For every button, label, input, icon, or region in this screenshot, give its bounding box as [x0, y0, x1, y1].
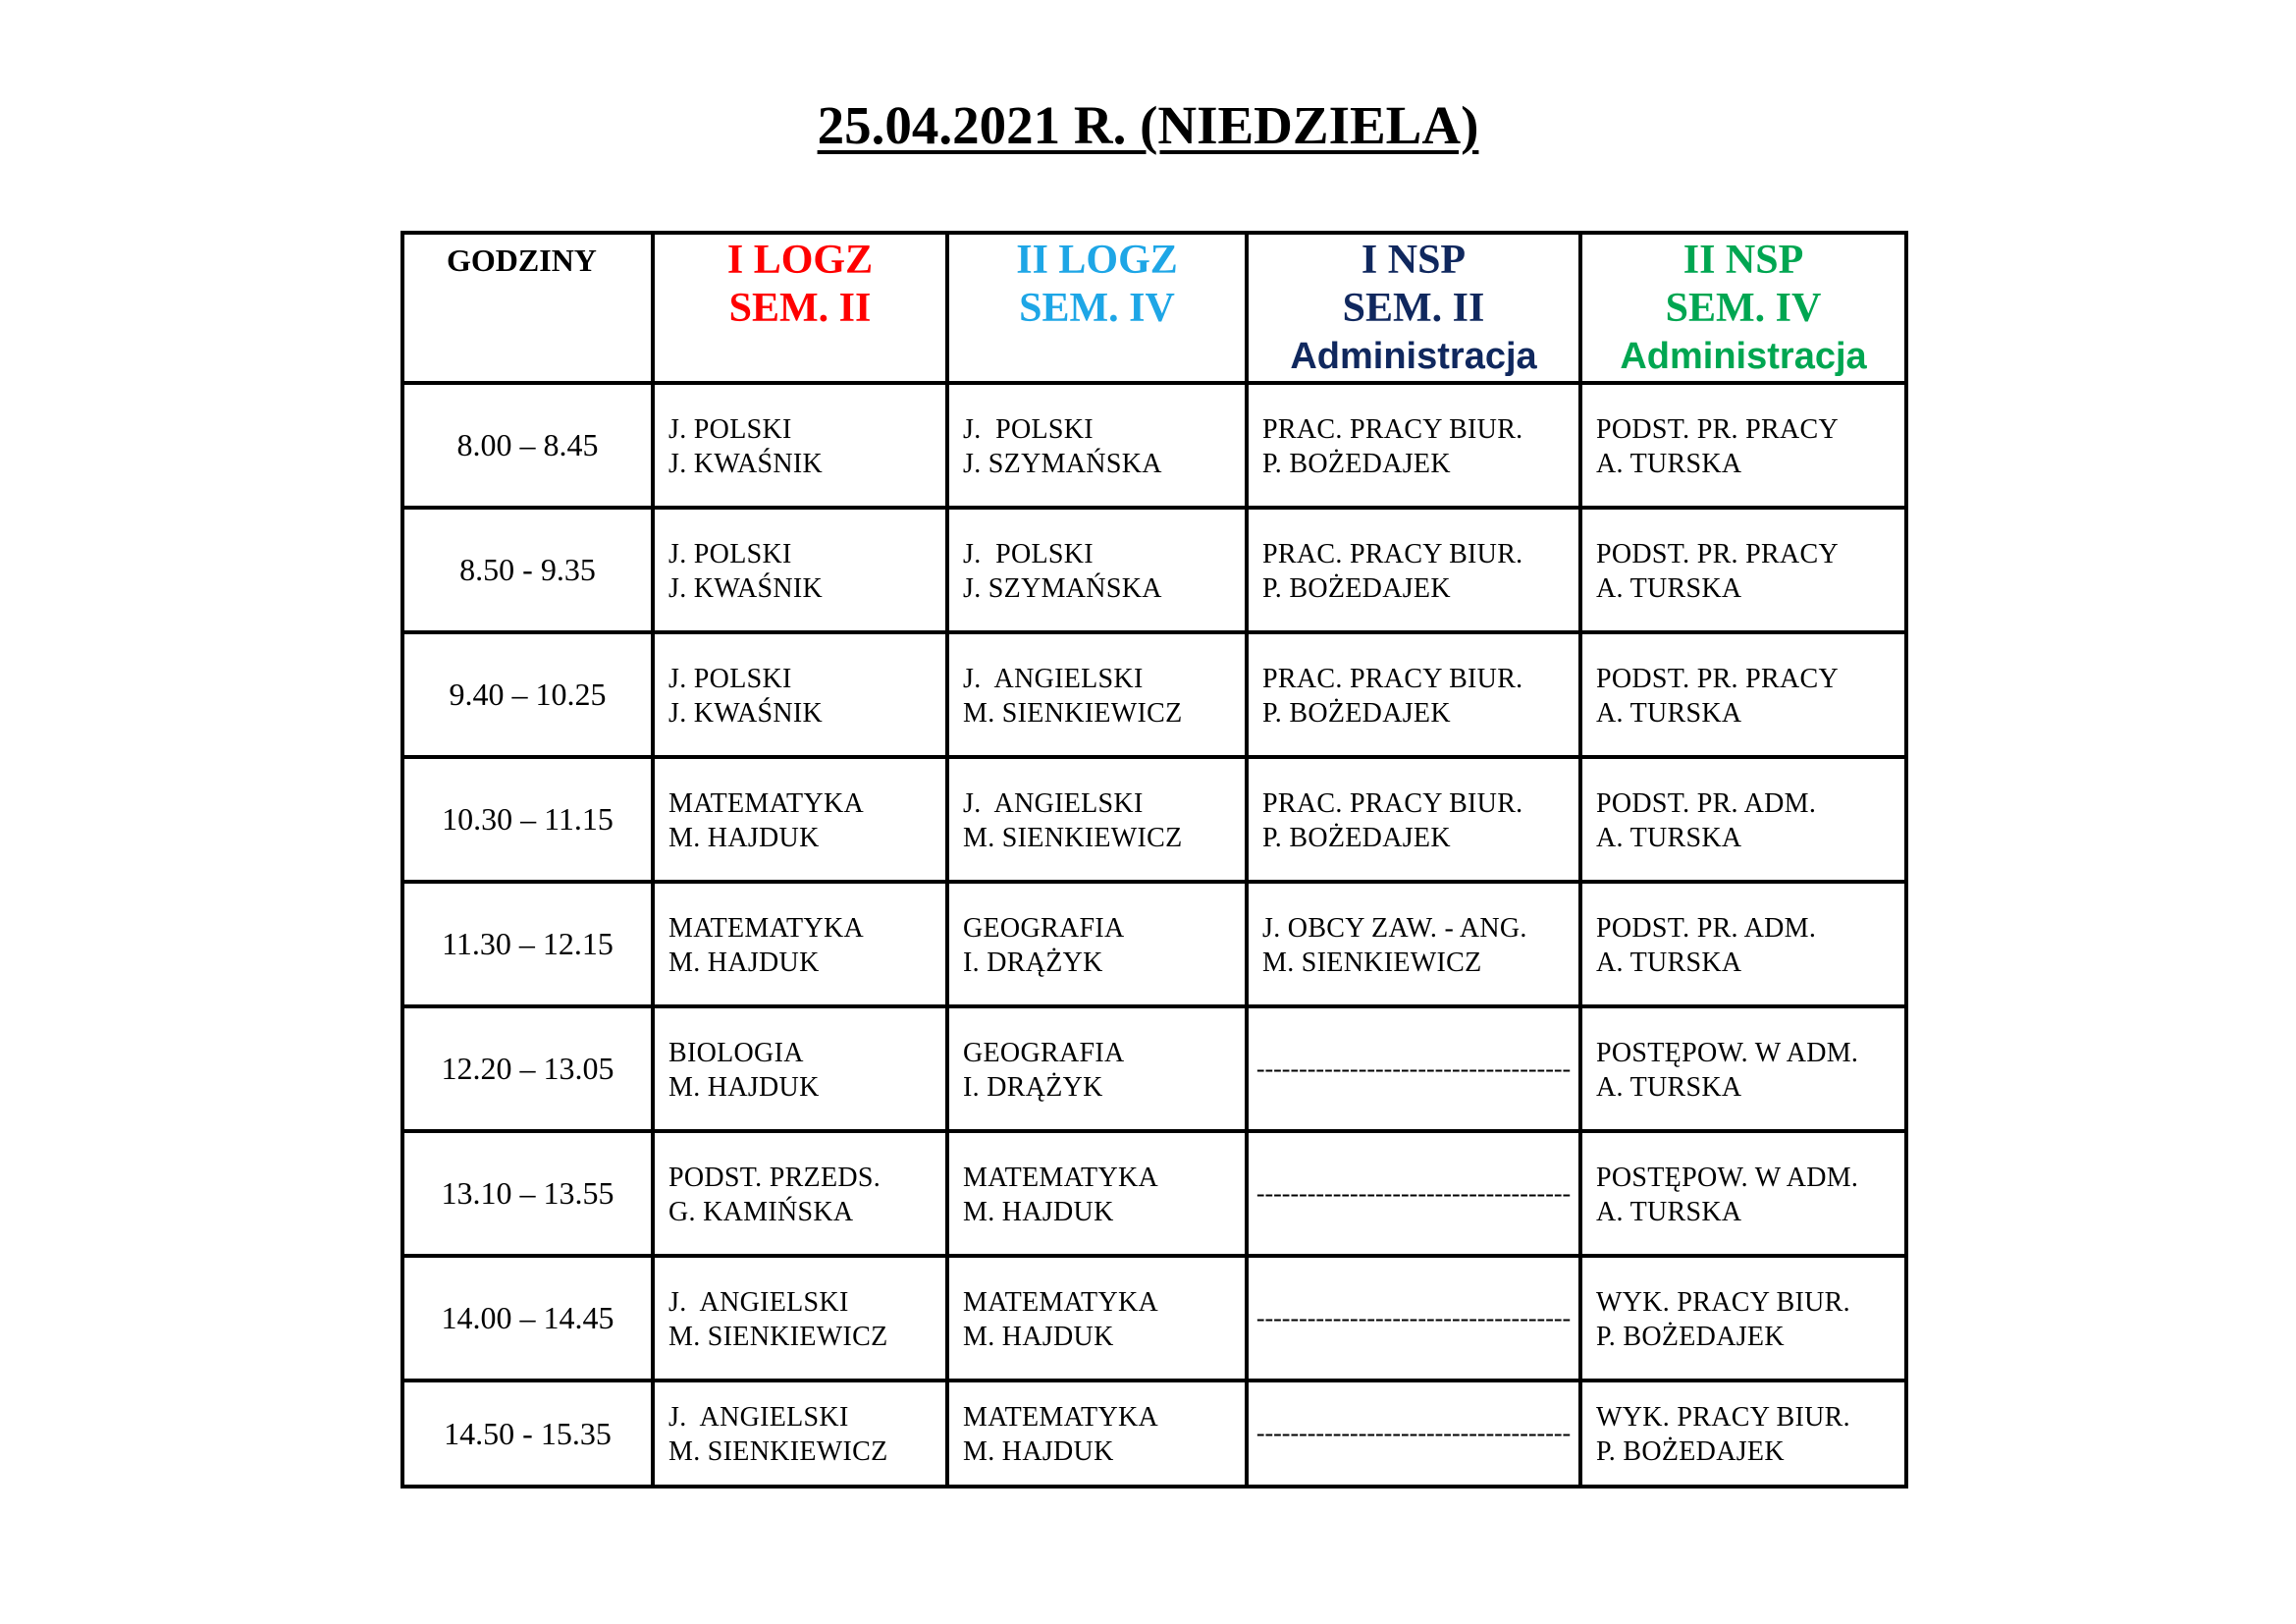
- table-row: [402, 632, 1906, 757]
- lesson-cell: [1580, 383, 1906, 508]
- teacher-name: J. SZYMAŃSKA: [963, 573, 1162, 604]
- subject-name: PRAC. PRACY BIUR.: [1262, 664, 1523, 694]
- teacher-name: A. TURSKA: [1596, 1072, 1742, 1103]
- lesson-cell: [653, 757, 947, 882]
- table-row: [402, 882, 1906, 1006]
- lesson-cell: [1247, 508, 1580, 632]
- subject-name: J. POLSKI: [668, 664, 792, 694]
- subject-name: PRAC. PRACY BIUR.: [1262, 414, 1523, 445]
- table-row: [402, 383, 1906, 508]
- lesson-cell: [1580, 1131, 1906, 1256]
- hours-header: GODZINY: [402, 233, 653, 383]
- lesson-cell: [653, 1006, 947, 1131]
- lesson-cell: [653, 383, 947, 508]
- table-row: [402, 757, 1906, 882]
- table-row: [402, 1131, 1906, 1256]
- subject-name: MATEMATYKA: [668, 788, 864, 819]
- teacher-name: A. TURSKA: [1596, 573, 1742, 604]
- teacher-name: G. KAMIŃSKA: [668, 1197, 854, 1227]
- page-title-text: 25.04.2021 R. (NIEDZIELA): [817, 95, 1479, 155]
- teacher-name: I. DRĄŻYK: [963, 947, 1103, 978]
- subject-name: J. POLSKI: [963, 414, 1094, 445]
- empty-slot-dashes: -------------------------------------: [1247, 1006, 1580, 1131]
- page-title: [0, 94, 2296, 156]
- teacher-name: A. TURSKA: [1596, 449, 1742, 479]
- lesson-cell: [1580, 757, 1906, 882]
- lesson-cell: [1580, 1380, 1906, 1487]
- lesson-cell: [947, 383, 1247, 508]
- subject-name: PODST. PRZEDS.: [668, 1163, 881, 1193]
- teacher-name: M. HAJDUK: [668, 823, 820, 853]
- teacher-name: P. BOŻEDAJEK: [1262, 823, 1451, 853]
- empty-slot-dashes: -------------------------------------: [1247, 1256, 1580, 1380]
- subject-name: PRAC. PRACY BIUR.: [1262, 539, 1523, 569]
- subject-name: WYK. PRACY BIUR.: [1596, 1402, 1850, 1433]
- time-slot: 13.10 – 13.55: [402, 1131, 653, 1256]
- subject-name: PODST. PR. ADM.: [1596, 788, 1817, 819]
- lesson-cell: [653, 1256, 947, 1380]
- class-header-ii-nsp: [1580, 233, 1906, 383]
- teacher-name: A. TURSKA: [1596, 947, 1742, 978]
- subject-name: PRAC. PRACY BIUR.: [1262, 788, 1523, 819]
- empty-slot-dashes: -------------------------------------: [1247, 1380, 1580, 1487]
- subject-name: J. ANGIELSKI: [963, 664, 1144, 694]
- teacher-name: M. SIENKIEWICZ: [963, 698, 1183, 729]
- subject-name: J. ANGIELSKI: [963, 788, 1144, 819]
- time-slot: 14.50 - 15.35: [402, 1380, 653, 1487]
- time-slot: 10.30 – 11.15: [402, 757, 653, 882]
- class-name: I LOGZ: [726, 238, 874, 283]
- subject-name: BIOLOGIA: [668, 1038, 804, 1068]
- time-slot: 12.20 – 13.05: [402, 1006, 653, 1131]
- table-row: [402, 508, 1906, 632]
- subject-name: PODST. PR. PRACY: [1596, 539, 1840, 569]
- teacher-name: M. SIENKIEWICZ: [963, 823, 1183, 853]
- time-slot: 8.00 – 8.45: [402, 383, 653, 508]
- class-header-i-logz: [653, 233, 947, 383]
- class-header-i-nsp: [1247, 233, 1580, 383]
- teacher-name: J. SZYMAŃSKA: [963, 449, 1162, 479]
- subject-name: MATEMATYKA: [963, 1287, 1158, 1318]
- time-slot: 14.00 – 14.45: [402, 1256, 653, 1380]
- specialization-label: Administracja: [1620, 336, 1867, 377]
- teacher-name: P. BOŻEDAJEK: [1262, 698, 1451, 729]
- teacher-name: P. BOŻEDAJEK: [1596, 1322, 1785, 1352]
- lesson-cell: [1580, 632, 1906, 757]
- subject-name: PODST. PR. PRACY: [1596, 664, 1840, 694]
- lesson-cell: [1247, 383, 1580, 508]
- teacher-name: P. BOŻEDAJEK: [1262, 449, 1451, 479]
- lesson-cell: [653, 882, 947, 1006]
- teacher-name: A. TURSKA: [1596, 823, 1742, 853]
- lesson-cell: [947, 1131, 1247, 1256]
- specialization-label: Administracja: [1290, 336, 1537, 377]
- lesson-cell: [1247, 632, 1580, 757]
- teacher-name: M. HAJDUK: [963, 1322, 1114, 1352]
- subject-name: MATEMATYKA: [668, 913, 864, 944]
- subject-name: GEOGRAFIA: [963, 913, 1125, 944]
- teacher-name: J. KWAŚNIK: [668, 573, 823, 604]
- lesson-cell: [1580, 1006, 1906, 1131]
- subject-name: MATEMATYKA: [963, 1163, 1158, 1193]
- teacher-name: M. HAJDUK: [963, 1197, 1114, 1227]
- lesson-cell: [947, 632, 1247, 757]
- teacher-name: A. TURSKA: [1596, 1197, 1742, 1227]
- subject-name: J. OBCY ZAW. - ANG.: [1262, 913, 1527, 944]
- class-name: II LOGZ: [1016, 238, 1178, 283]
- lesson-cell: [1580, 508, 1906, 632]
- semester-label: SEM. II: [728, 286, 872, 331]
- lesson-cell: [653, 1380, 947, 1487]
- teacher-name: J. KWAŚNIK: [668, 449, 823, 479]
- teacher-name: P. BOŻEDAJEK: [1596, 1436, 1785, 1467]
- lesson-cell: [947, 508, 1247, 632]
- subject-name: J. POLSKI: [668, 414, 792, 445]
- schedule-table: [400, 231, 1908, 1489]
- teacher-name: J. KWAŚNIK: [668, 698, 823, 729]
- semester-label: SEM. IV: [1019, 286, 1175, 331]
- semester-label: SEM. IV: [1665, 286, 1822, 331]
- subject-name: WYK. PRACY BIUR.: [1596, 1287, 1850, 1318]
- teacher-name: M. SIENKIEWICZ: [668, 1322, 888, 1352]
- lesson-cell: [947, 1256, 1247, 1380]
- time-slot: 8.50 - 9.35: [402, 508, 653, 632]
- table-row: [402, 1380, 1906, 1487]
- lesson-cell: [653, 508, 947, 632]
- subject-name: J. POLSKI: [963, 539, 1094, 569]
- subject-name: GEOGRAFIA: [963, 1038, 1125, 1068]
- subject-name: J. ANGIELSKI: [668, 1402, 849, 1433]
- time-slot: 11.30 – 12.15: [402, 882, 653, 1006]
- class-name: I NSP: [1361, 238, 1467, 283]
- semester-label: SEM. II: [1342, 286, 1485, 331]
- class-name: II NSP: [1682, 238, 1804, 283]
- schedule-body: [402, 383, 1906, 1487]
- teacher-name: M. HAJDUK: [668, 947, 820, 978]
- table-row: [402, 1256, 1906, 1380]
- lesson-cell: [947, 1380, 1247, 1487]
- teacher-name: P. BOŻEDAJEK: [1262, 573, 1451, 604]
- lesson-cell: [653, 632, 947, 757]
- teacher-name: M. SIENKIEWICZ: [1262, 947, 1482, 978]
- subject-name: J. ANGIELSKI: [668, 1287, 849, 1318]
- subject-name: POSTĘPOW. W ADM.: [1596, 1163, 1859, 1193]
- lesson-cell: [1580, 882, 1906, 1006]
- class-header-ii-logz: [947, 233, 1247, 383]
- lesson-cell: [1247, 757, 1580, 882]
- teacher-name: M. HAJDUK: [668, 1072, 820, 1103]
- teacher-name: I. DRĄŻYK: [963, 1072, 1103, 1103]
- lesson-cell: [653, 1131, 947, 1256]
- table-row: [402, 1006, 1906, 1131]
- lesson-cell: [947, 757, 1247, 882]
- lesson-cell: [1247, 882, 1580, 1006]
- lesson-cell: [947, 1006, 1247, 1131]
- subject-name: J. POLSKI: [668, 539, 792, 569]
- subject-name: PODST. PR. PRACY: [1596, 414, 1840, 445]
- lesson-cell: [1580, 1256, 1906, 1380]
- subject-name: PODST. PR. ADM.: [1596, 913, 1817, 944]
- teacher-name: A. TURSKA: [1596, 698, 1742, 729]
- time-slot: 9.40 – 10.25: [402, 632, 653, 757]
- lesson-cell: [947, 882, 1247, 1006]
- teacher-name: M. SIENKIEWICZ: [668, 1436, 888, 1467]
- subject-name: MATEMATYKA: [963, 1402, 1158, 1433]
- teacher-name: M. HAJDUK: [963, 1436, 1114, 1467]
- subject-name: POSTĘPOW. W ADM.: [1596, 1038, 1859, 1068]
- empty-slot-dashes: -------------------------------------: [1247, 1131, 1580, 1256]
- header-row: [402, 233, 1906, 383]
